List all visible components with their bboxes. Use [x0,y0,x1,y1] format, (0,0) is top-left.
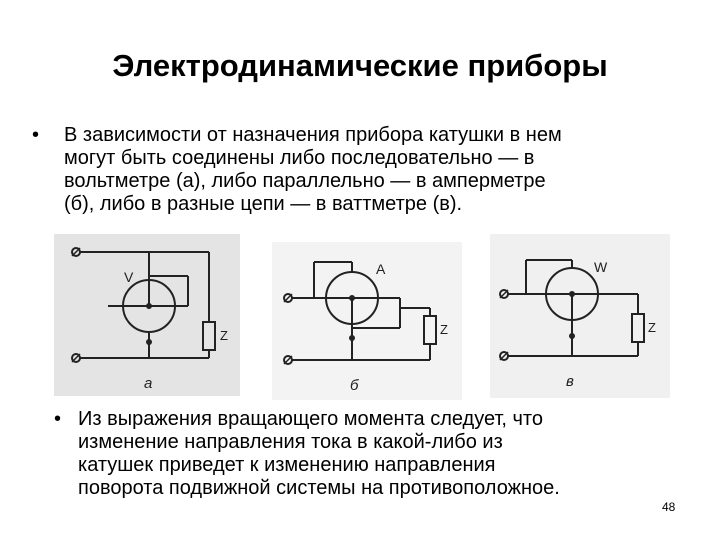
bullet-marker: • [54,408,62,430]
bullet-marker: • [32,124,40,146]
bullet-1-line: вольтметре (а), либо параллельно — в амперметре [64,170,546,192]
bullet-2 [54,408,694,500]
meter-label-v: V [124,269,134,285]
bullet-2-line: поворота подвижной системы на противоположное. [78,477,560,499]
bullet-1-line: В зависимости от назначения прибора катушки в нем [64,124,562,146]
ammeter-diagram [272,242,462,400]
resistor-label: Z [220,328,228,343]
meter-label-a: A [376,261,386,277]
caption-b: б [350,377,359,394]
voltmeter-diagram [54,234,240,396]
bullet-2-line: изменение направления тока в какой-либо из [78,431,503,453]
slide-title: Электродинамические приборы [112,48,608,83]
caption-c: в [566,373,574,390]
wattmeter-diagram [490,234,670,398]
meter-label-w: W [594,259,608,275]
bullet-1-line: могут быть соединены либо последовательно — в [64,147,535,169]
bullet-1 [32,124,692,216]
bullet-2-line: катушек приведет к изменению направления [78,454,496,476]
bullet-1-line: (б), либо в разные цепи — в ваттметре (в). [64,193,463,215]
resistor-label: Z [648,320,656,335]
page-number: 48 [662,500,676,514]
resistor-label: Z [440,322,448,337]
bullet-2-line: Из выражения вращающего момента следует, что [78,408,543,430]
caption-a: а [144,375,153,392]
